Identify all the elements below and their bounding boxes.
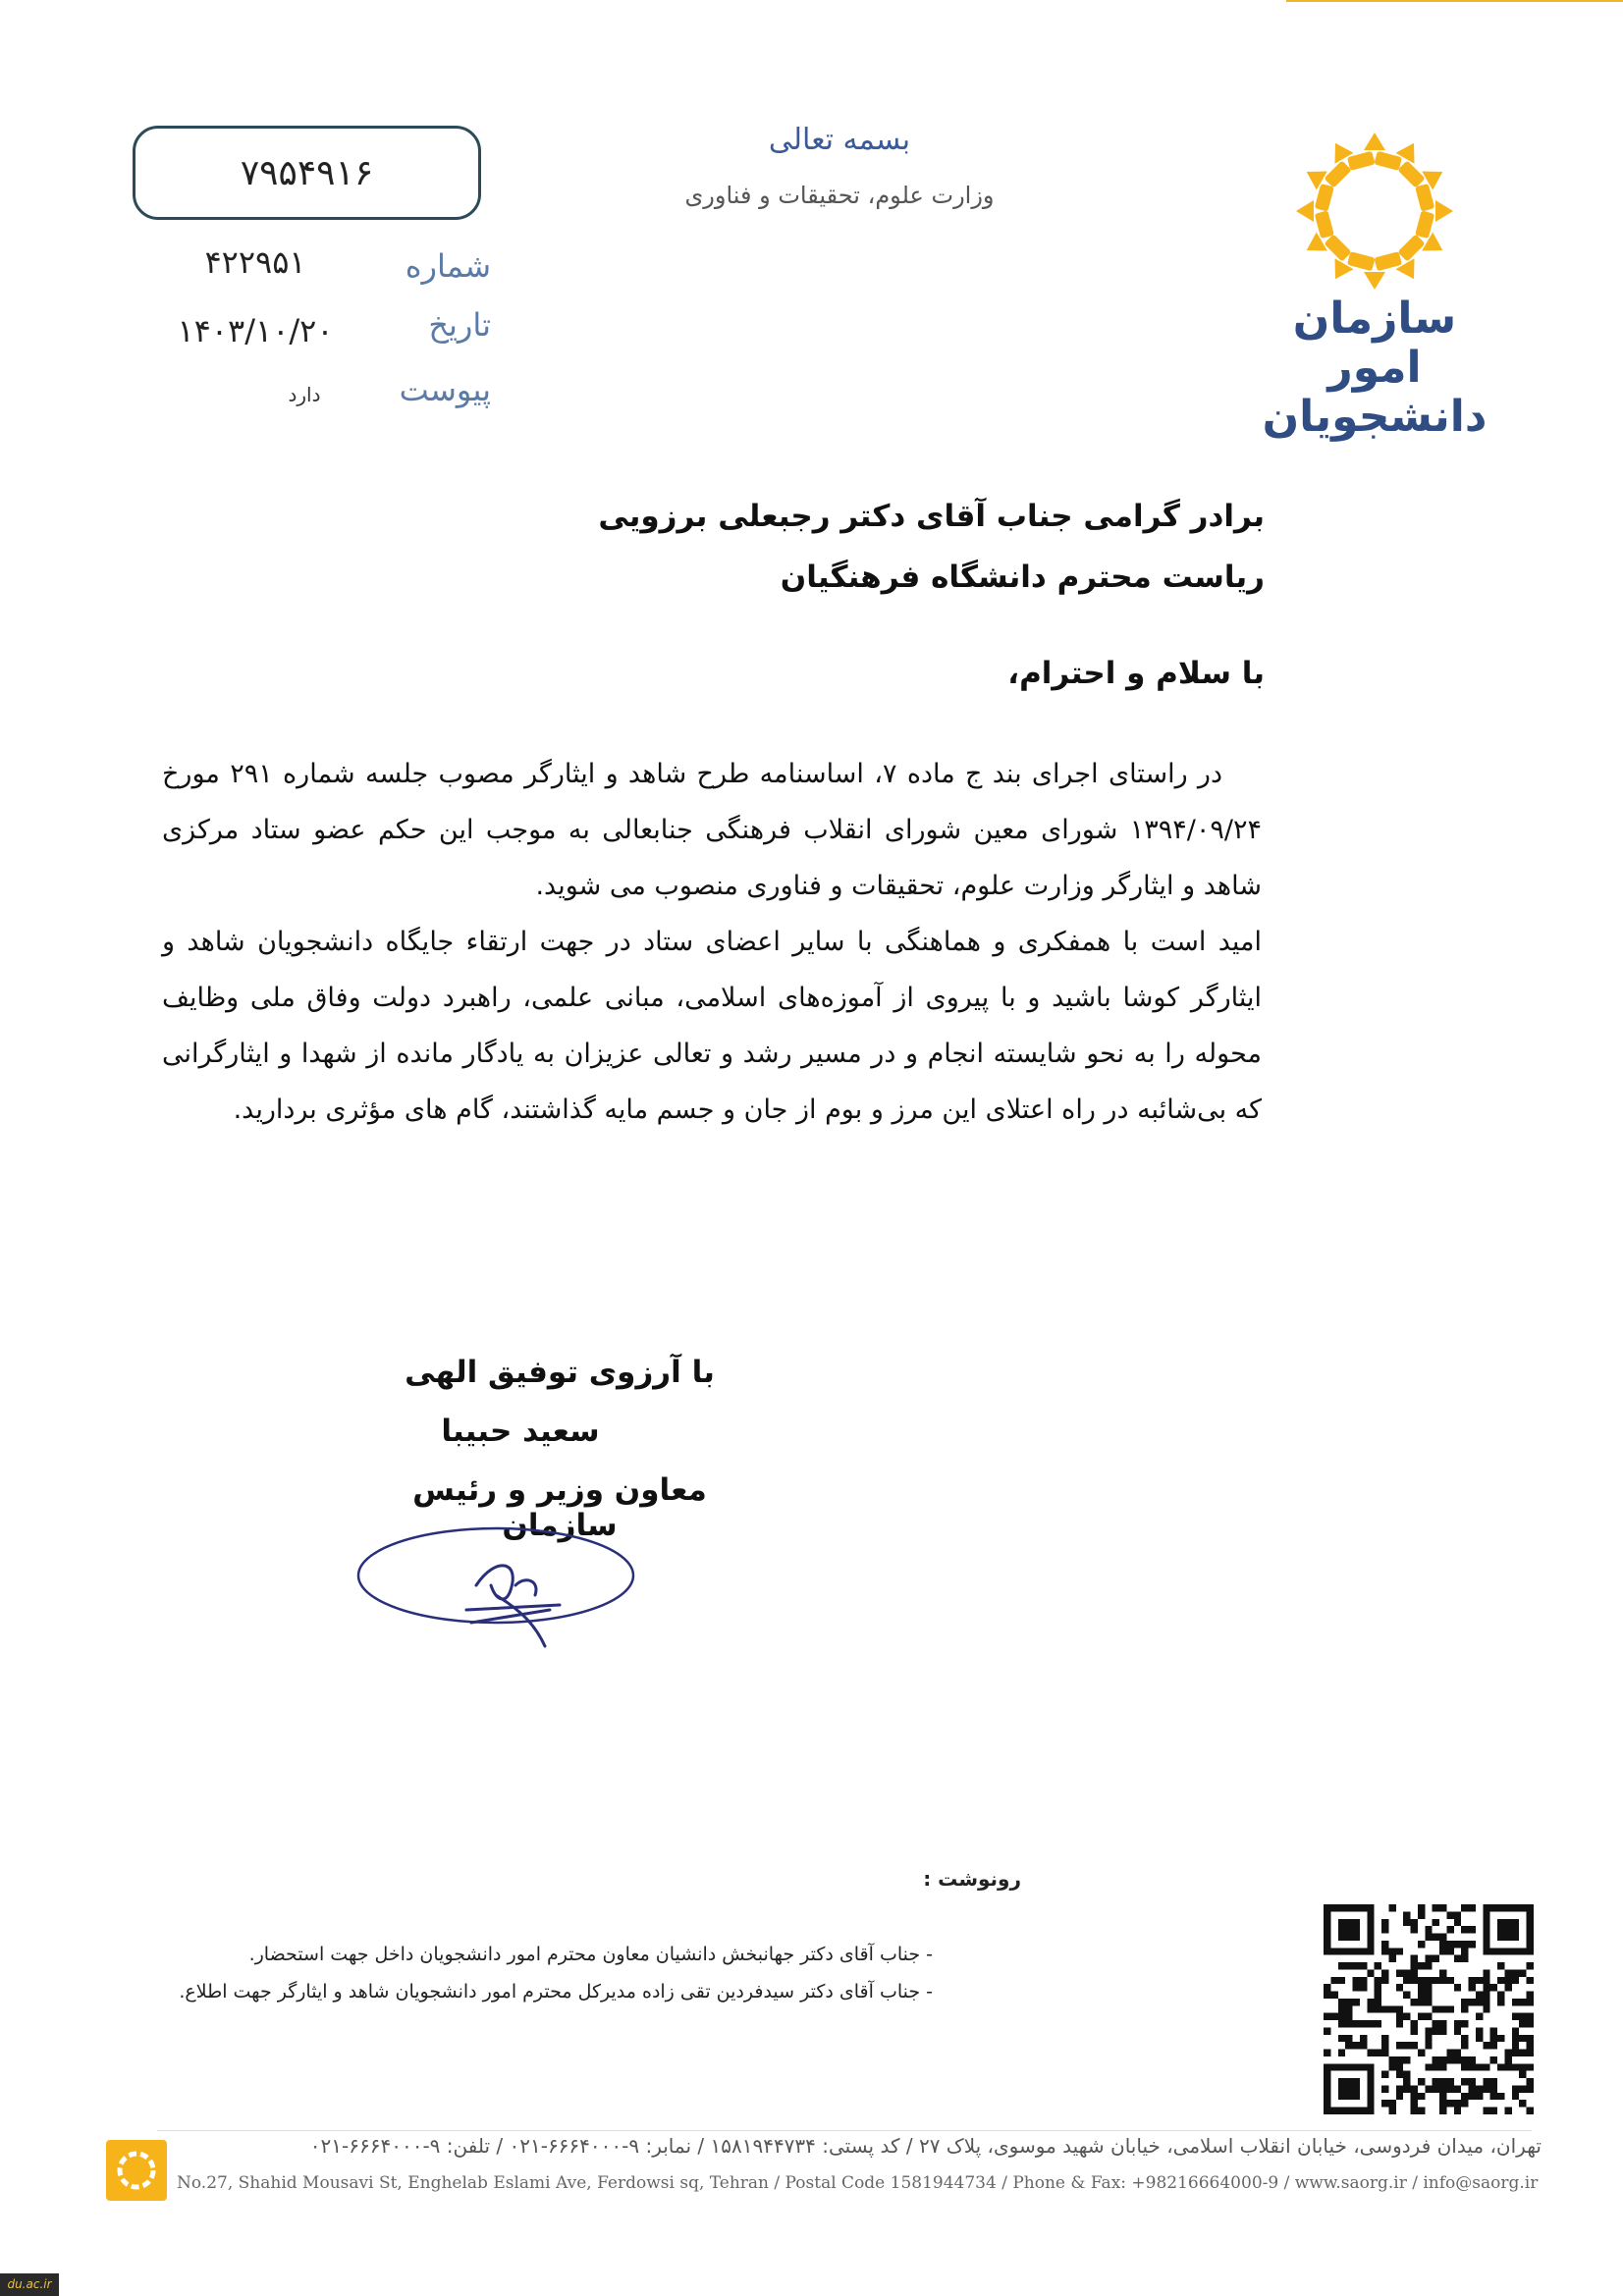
greeting: با سلام و احترام، bbox=[1007, 656, 1265, 691]
footer-divider bbox=[157, 2130, 1532, 2131]
recipient-line1: برادر گرامی جناب آقای دکتر رجبعلی برزویی bbox=[598, 499, 1265, 534]
recipient-line2: ریاست محترم دانشگاه فرهنگیان bbox=[780, 560, 1265, 595]
reference-code: ۷۹۵۴۹۱۶ bbox=[240, 152, 374, 193]
signatory-title: معاون وزیر و رئیس سازمان bbox=[412, 1472, 707, 1543]
closing-phrase: با آرزوی توفیق الهی bbox=[405, 1355, 715, 1390]
letter-body bbox=[162, 746, 1262, 1138]
organization-name bbox=[1247, 294, 1502, 442]
org-name-line1: سازمان امور bbox=[1292, 294, 1457, 393]
date-value: ۱۴۰۳/۱۰/۲۰ bbox=[177, 312, 334, 349]
number-label: شماره bbox=[405, 247, 491, 285]
attachment-label: پیوست bbox=[399, 371, 491, 408]
attachment-value: دارد bbox=[288, 383, 321, 406]
body-paragraph-2: امید است با همفکری و هماهنگی با سایر اعضای ستاد در جهت ارتقاء جایگاه دانشجویان شاهد و ایثارگر کوشا باشید و با پیروی از آموزه‌های اسلامی، مبانی علمی، راهبرد دولت وفاق ملی وظایف محوله را به نحو شایسته انجام و در مسیر رشد و تعالی عزیزان به یادگار مانده از شهدا و ایثارگرانی که بی‌شائبه در راه اعتلای این مرز و بوم از جان و جسم مایه گذاشتند، گام های مؤثری بردارید. bbox=[162, 927, 1262, 1125]
footer-address-fa: تهران، میدان فردوسی، خیابان انقلاب اسلامی، خیابان شهید موسوی، پلاک ۲۷ / کد پستی: ۱۵۸۱۹۴۴۷۳۴ / نمابر: ۹-۶۶۶۴۰۰۰-۰۲۱ / تلفن: ۹-۶۶۶۴۰۰۰-۰۲۱ bbox=[309, 2134, 1542, 2158]
qr-code-icon bbox=[1324, 1904, 1534, 2114]
cc-title: رونوشت : bbox=[923, 1867, 1021, 1891]
number-value: ۴۲۲۹۵۱ bbox=[204, 243, 306, 281]
ministry-name: وزارت علوم، تحقیقات و فناوری bbox=[684, 182, 995, 209]
corner-watermark: du.ac.ir bbox=[0, 2273, 59, 2296]
body-paragraph-1: در راستای اجرای بند ج ماده ۷، اساسنامه طرح شاهد و ایثارگر مصوب جلسه شماره ۲۹۱ مورخ ۱۳۹۴/۰۹/۲۴ شورای معین شورای انقلاب فرهنگی جنابعالی به موجب این حکم عضو ستاد مرکزی شاهد و ایثارگر وزارت علوم، تحقیقات و فناوری منصوب می شوید. bbox=[162, 759, 1262, 901]
cc-item-1: - جناب آقای دکتر جهانبخش دانشیان معاون محترم امور دانشجویان داخل جهت استحضار. bbox=[248, 1944, 933, 1965]
footer-address-en: No.27, Shahid Mousavi St, Enghelab Eslami Ave, Ferdowsi sq, Tehran / Postal Code 1581944734 / Phone & Fax: +98216664000-9 / www.saorg.ir / info@saorg.ir bbox=[177, 2173, 1539, 2193]
footer-logo-icon bbox=[106, 2140, 167, 2201]
org-name-line2: دانشجویان bbox=[1262, 392, 1488, 442]
date-label: تاریخ bbox=[428, 306, 491, 344]
top-accent-line bbox=[1286, 0, 1623, 2]
signatory-name: سعید حبیبا bbox=[441, 1414, 600, 1449]
handwritten-signature bbox=[349, 1517, 643, 1664]
cc-item-2: - جناب آقای دکتر سیدفردین تقی زاده مدیرکل محترم امور دانشجویان شاهد و ایثارگر جهت اطلاع. bbox=[179, 1981, 933, 2002]
reference-code-box bbox=[133, 126, 481, 220]
bismillah-heading: بسمه تعالی bbox=[768, 123, 911, 157]
